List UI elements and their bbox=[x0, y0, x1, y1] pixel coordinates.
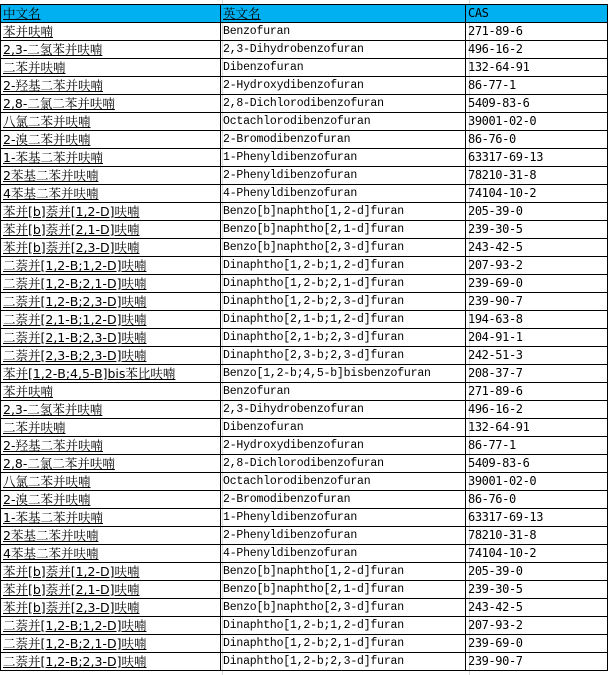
chinese-name-cell[interactable]: 八氯二苯并呋喃 bbox=[1, 113, 221, 131]
table-row bbox=[1, 329, 608, 347]
cas-cell[interactable]: 239-69-0 bbox=[466, 635, 608, 653]
table-row bbox=[1, 617, 608, 635]
table-row bbox=[1, 185, 608, 203]
english-name-cell[interactable]: 1-Phenyldibenzofuran bbox=[221, 509, 466, 527]
table-row bbox=[1, 275, 608, 293]
english-name-cell[interactable]: Dinaphtho[2,1-b;1,2-d]furan bbox=[221, 311, 466, 329]
chinese-name-cell[interactable]: 2-羟基二苯并呋喃 bbox=[1, 437, 221, 455]
english-name-cell[interactable]: 1-Phenyldibenzofuran bbox=[221, 149, 466, 167]
chinese-name-cell[interactable]: 2-溴二苯并呋喃 bbox=[1, 491, 221, 509]
chinese-name-cell[interactable]: 二苯并呋喃 bbox=[1, 59, 221, 77]
table-row bbox=[1, 437, 608, 455]
cas-cell[interactable]: 74104-10-2 bbox=[466, 185, 608, 203]
english-name-cell[interactable]: Dinaphtho[1,2-b;2,3-d]furan bbox=[221, 653, 466, 671]
chinese-name-cell[interactable]: 二萘并[2,3-B;2,3-D]呋喃 bbox=[1, 347, 221, 365]
header-cell-chinese-name[interactable]: 中文名 bbox=[1, 5, 221, 23]
cas-cell[interactable]: 496-16-2 bbox=[466, 41, 608, 59]
header-cell-english-name[interactable]: 英文名 bbox=[221, 5, 466, 23]
chinese-name-cell[interactable]: 2-溴二苯并呋喃 bbox=[1, 131, 221, 149]
table-row bbox=[1, 509, 608, 527]
table-row bbox=[1, 545, 608, 563]
chinese-name-cell[interactable]: 二萘并[2,1-B;1,2-D]呋喃 bbox=[1, 311, 221, 329]
table-row bbox=[1, 365, 608, 383]
english-name-cell[interactable]: 2-Phenyldibenzofuran bbox=[221, 167, 466, 185]
english-name-cell[interactable]: 2-Bromodibenzofuran bbox=[221, 491, 466, 509]
table-row bbox=[1, 167, 608, 185]
chinese-name-cell[interactable]: 苯并呋喃 bbox=[1, 23, 221, 41]
cas-cell[interactable]: 74104-10-2 bbox=[466, 545, 608, 563]
table-row bbox=[1, 563, 608, 581]
cas-cell[interactable]: 39001-02-0 bbox=[466, 473, 608, 491]
cas-cell[interactable]: 207-93-2 bbox=[466, 257, 608, 275]
header-cell-cas[interactable]: CAS bbox=[466, 5, 608, 23]
cas-cell[interactable]: 243-42-5 bbox=[466, 239, 608, 257]
english-name-cell[interactable]: Dinaphtho[1,2-b;1,2-d]furan bbox=[221, 257, 466, 275]
chinese-name-cell[interactable]: 二萘并[1,2-B;1,2-D]呋喃 bbox=[1, 257, 221, 275]
chinese-name-cell[interactable]: 2-羟基二苯并呋喃 bbox=[1, 77, 221, 95]
chinese-name-cell[interactable]: 二萘并[1,2-B;2,1-D]呋喃 bbox=[1, 275, 221, 293]
cas-cell[interactable]: 239-69-0 bbox=[466, 275, 608, 293]
chinese-name-cell[interactable]: 八氯二苯并呋喃 bbox=[1, 473, 221, 491]
english-name-cell[interactable]: Octachlorodibenzofuran bbox=[221, 113, 466, 131]
table-row bbox=[1, 419, 608, 437]
cas-cell[interactable]: 132-64-91 bbox=[466, 59, 608, 77]
table-row bbox=[1, 581, 608, 599]
english-name-cell[interactable]: 2-Phenyldibenzofuran bbox=[221, 527, 466, 545]
chinese-name-cell[interactable]: 4苯基二苯并呋喃 bbox=[1, 545, 221, 563]
chinese-name-cell[interactable]: 1-苯基二苯并呋喃 bbox=[1, 509, 221, 527]
table-row bbox=[1, 653, 608, 671]
cas-cell[interactable]: 204-91-1 bbox=[466, 329, 608, 347]
table-row bbox=[1, 455, 608, 473]
chinese-name-cell[interactable]: 1-苯基二苯并呋喃 bbox=[1, 149, 221, 167]
chinese-name-cell[interactable]: 苯并[b]萘并[1,2-D]呋喃 bbox=[1, 203, 221, 221]
chinese-name-cell[interactable]: 苯并[b]萘并[1,2-D]呋喃 bbox=[1, 563, 221, 581]
english-name-cell[interactable]: Benzo[1,2-b;4,5-b]bisbenzofuran bbox=[221, 365, 466, 383]
cas-cell[interactable]: 86-76-0 bbox=[466, 491, 608, 509]
table-row bbox=[1, 293, 608, 311]
cas-cell[interactable]: 39001-02-0 bbox=[466, 113, 608, 131]
english-name-cell[interactable]: 2-Bromodibenzofuran bbox=[221, 131, 466, 149]
cas-cell[interactable]: 205-39-0 bbox=[466, 563, 608, 581]
chinese-name-cell[interactable]: 二苯并呋喃 bbox=[1, 419, 221, 437]
chinese-name-cell[interactable]: 2,3-二氢苯并呋喃 bbox=[1, 41, 221, 59]
table-row bbox=[1, 95, 608, 113]
cas-cell[interactable]: 86-77-1 bbox=[466, 77, 608, 95]
table-row bbox=[1, 221, 608, 239]
cas-cell[interactable]: 207-93-2 bbox=[466, 617, 608, 635]
cas-cell[interactable]: 86-77-1 bbox=[466, 437, 608, 455]
cas-cell[interactable]: 194-63-8 bbox=[466, 311, 608, 329]
english-name-cell[interactable]: Benzofuran bbox=[221, 383, 466, 401]
english-name-cell[interactable]: 2,8-Dichlorodibenzofuran bbox=[221, 455, 466, 473]
table-row bbox=[1, 635, 608, 653]
english-name-cell[interactable]: Dibenzofuran bbox=[221, 59, 466, 77]
table-row bbox=[1, 41, 608, 59]
table-row bbox=[1, 257, 608, 275]
table-row bbox=[1, 401, 608, 419]
chinese-name-cell[interactable]: 2苯基二苯并呋喃 bbox=[1, 527, 221, 545]
english-name-cell[interactable]: Dinaphtho[1,2-b;2,1-d]furan bbox=[221, 275, 466, 293]
chinese-name-cell[interactable]: 苯并[b]萘并[2,3-D]呋喃 bbox=[1, 599, 221, 617]
english-name-cell[interactable]: Dinaphtho[2,3-b;2,3-d]furan bbox=[221, 347, 466, 365]
chinese-name-cell[interactable]: 苯并[b]萘并[2,1-D]呋喃 bbox=[1, 581, 221, 599]
english-name-cell[interactable]: 4-Phenyldibenzofuran bbox=[221, 545, 466, 563]
english-name-cell[interactable]: Benzo[b]naphtho[2,3-d]furan bbox=[221, 239, 466, 257]
english-name-cell[interactable]: Benzo[b]naphtho[1,2-d]furan bbox=[221, 203, 466, 221]
chinese-name-cell[interactable]: 二萘并[1,2-B;2,1-D]呋喃 bbox=[1, 635, 221, 653]
table-row bbox=[1, 203, 608, 221]
cas-cell[interactable]: 239-90-7 bbox=[466, 293, 608, 311]
chinese-name-cell[interactable]: 苯并[b]萘并[2,3-D]呋喃 bbox=[1, 239, 221, 257]
english-name-cell[interactable]: Dinaphtho[1,2-b;2,1-d]furan bbox=[221, 635, 466, 653]
chinese-name-cell[interactable]: 二萘并[1,2-B;2,3-D]呋喃 bbox=[1, 293, 221, 311]
chinese-name-cell[interactable]: 2苯基二苯并呋喃 bbox=[1, 167, 221, 185]
cas-cell[interactable]: 239-30-5 bbox=[466, 581, 608, 599]
chinese-name-cell[interactable]: 二萘并[1,2-B;1,2-D]呋喃 bbox=[1, 617, 221, 635]
english-name-cell[interactable]: 2,3-Dihydrobenzofuran bbox=[221, 401, 466, 419]
chinese-name-cell[interactable]: 2,3-二氢苯并呋喃 bbox=[1, 401, 221, 419]
table-row bbox=[1, 59, 608, 77]
chinese-name-cell[interactable]: 2,8-二氯二苯并呋喃 bbox=[1, 455, 221, 473]
english-name-cell[interactable]: Dibenzofuran bbox=[221, 419, 466, 437]
chinese-name-cell[interactable]: 2,8-二氯二苯并呋喃 bbox=[1, 95, 221, 113]
english-name-cell[interactable]: Dinaphtho[2,1-b;2,3-d]furan bbox=[221, 329, 466, 347]
table-row bbox=[1, 77, 608, 95]
chinese-name-cell[interactable]: 苯并[b]萘并[2,1-D]呋喃 bbox=[1, 221, 221, 239]
english-name-cell[interactable]: Benzo[b]naphtho[2,1-d]furan bbox=[221, 581, 466, 599]
english-name-cell[interactable]: 2-Hydroxydibenzofuran bbox=[221, 77, 466, 95]
cas-cell[interactable]: 63317-69-13 bbox=[466, 149, 608, 167]
table-row bbox=[1, 383, 608, 401]
table-row bbox=[1, 527, 608, 545]
table-row bbox=[1, 347, 608, 365]
cas-cell[interactable]: 496-16-2 bbox=[466, 401, 608, 419]
cas-cell[interactable]: 208-37-7 bbox=[466, 365, 608, 383]
table-row bbox=[1, 599, 608, 617]
table-row bbox=[1, 149, 608, 167]
cas-cell[interactable]: 78210-31-8 bbox=[466, 167, 608, 185]
chinese-name-cell[interactable]: 苯并[1,2-B;4,5-B]bis苯比呋喃 bbox=[1, 365, 221, 383]
cas-cell[interactable]: 5409-83-6 bbox=[466, 455, 608, 473]
table-row bbox=[1, 239, 608, 257]
chinese-name-cell[interactable]: 苯并呋喃 bbox=[1, 383, 221, 401]
english-name-cell[interactable]: Benzo[b]naphtho[2,3-d]furan bbox=[221, 599, 466, 617]
english-name-cell[interactable]: Benzofuran bbox=[221, 23, 466, 41]
chinese-name-cell[interactable]: 二萘并[2,1-B;2,3-D]呋喃 bbox=[1, 329, 221, 347]
cas-cell[interactable]: 78210-31-8 bbox=[466, 527, 608, 545]
english-name-cell[interactable]: Benzo[b]naphtho[2,1-d]furan bbox=[221, 221, 466, 239]
cas-cell[interactable]: 132-64-91 bbox=[466, 419, 608, 437]
table-row bbox=[1, 23, 608, 41]
english-name-cell[interactable]: 4-Phenyldibenzofuran bbox=[221, 185, 466, 203]
english-name-cell[interactable]: 2-Hydroxydibenzofuran bbox=[221, 437, 466, 455]
table-row bbox=[1, 491, 608, 509]
table-row bbox=[1, 473, 608, 491]
cas-cell[interactable]: 63317-69-13 bbox=[466, 509, 608, 527]
cas-cell[interactable]: 242-51-3 bbox=[466, 347, 608, 365]
cas-cell[interactable]: 271-89-6 bbox=[466, 23, 608, 41]
english-name-cell[interactable]: Benzo[b]naphtho[1,2-d]furan bbox=[221, 563, 466, 581]
table-row bbox=[1, 113, 608, 131]
english-name-cell[interactable]: 2,3-Dihydrobenzofuran bbox=[221, 41, 466, 59]
english-name-cell[interactable]: Dinaphtho[1,2-b;2,3-d]furan bbox=[221, 293, 466, 311]
english-name-cell[interactable]: Octachlorodibenzofuran bbox=[221, 473, 466, 491]
header-row bbox=[1, 5, 608, 23]
chinese-name-cell[interactable]: 4苯基二苯并呋喃 bbox=[1, 185, 221, 203]
table-row bbox=[1, 131, 608, 149]
table-row bbox=[1, 311, 608, 329]
chinese-name-cell[interactable]: 二萘并[1,2-B;2,3-D]呋喃 bbox=[1, 653, 221, 671]
cas-cell[interactable]: 239-30-5 bbox=[466, 221, 608, 239]
cas-cell[interactable]: 271-89-6 bbox=[466, 383, 608, 401]
english-name-cell[interactable]: 2,8-Dichlorodibenzofuran bbox=[221, 95, 466, 113]
english-name-cell[interactable]: Dinaphtho[1,2-b;1,2-d]furan bbox=[221, 617, 466, 635]
cas-cell[interactable]: 205-39-0 bbox=[466, 203, 608, 221]
cas-cell[interactable]: 243-42-5 bbox=[466, 599, 608, 617]
cas-cell[interactable]: 5409-83-6 bbox=[466, 95, 608, 113]
compound-table bbox=[0, 4, 608, 671]
cas-cell[interactable]: 239-90-7 bbox=[466, 653, 608, 671]
cas-cell[interactable]: 86-76-0 bbox=[466, 131, 608, 149]
